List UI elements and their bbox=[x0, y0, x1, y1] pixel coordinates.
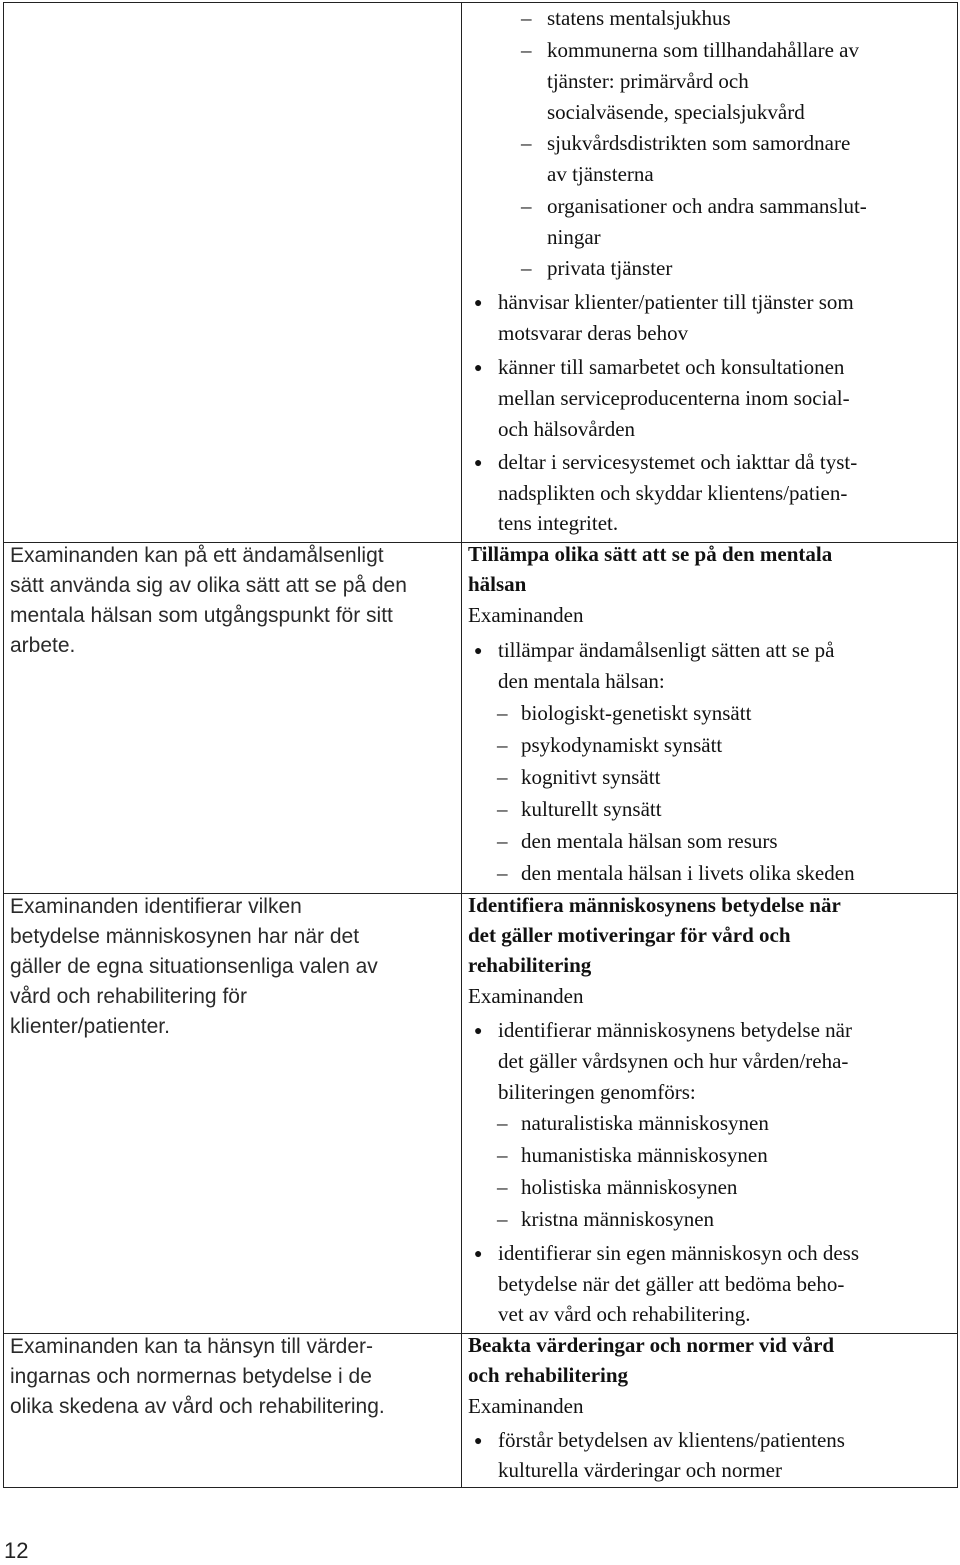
text-line: Examinanden kan på ett ändamålsenligt bbox=[10, 544, 384, 567]
list-item: holistiska människosynen bbox=[521, 1175, 738, 1199]
dash-icon: – bbox=[521, 194, 532, 218]
list-item: sjukvårdsdistrikten som samordnare bbox=[547, 131, 851, 155]
text-line: mentala hälsan som utgångspunkt för sitt bbox=[10, 604, 393, 627]
bullet-item-continued: motsvarar deras behov bbox=[498, 321, 689, 345]
bullet-item: känner till samarbetet och konsultationen bbox=[498, 355, 845, 379]
section-heading: Tillämpa olika sätt att se på den mentala bbox=[468, 542, 833, 566]
dash-icon: – bbox=[497, 1143, 508, 1167]
list-item: naturalistiska människosynen bbox=[521, 1111, 769, 1135]
section-heading: Identifiera människosynens betydelse när bbox=[468, 893, 841, 917]
dash-icon: – bbox=[521, 38, 532, 62]
list-item: den mentala hälsan som resurs bbox=[521, 829, 778, 853]
dash-icon: – bbox=[497, 797, 508, 821]
bullet-item: identifierar människosynens betydelse när bbox=[498, 1018, 852, 1042]
list-item-continued: ningar bbox=[547, 225, 601, 249]
text-line: Examinanden kan ta hänsyn till värder- bbox=[10, 1335, 374, 1358]
section-heading: rehabilitering bbox=[468, 953, 592, 977]
section-heading: Beakta värderingar och normer vid vård bbox=[468, 1333, 835, 1357]
dash-icon: – bbox=[521, 6, 532, 30]
list-item: privata tjänster bbox=[547, 256, 673, 280]
bullet-item-continued: nadsplikten och skyddar klientens/patien- bbox=[498, 481, 848, 505]
bullet-item: deltar i servicesystemet och iakttar då tyst- bbox=[498, 450, 858, 474]
bullet-item-continued: betydelse när det gäller att bedöma beho- bbox=[498, 1272, 845, 1296]
page-number: 12 bbox=[4, 1538, 29, 1563]
bullet-item: identifierar sin egen människosyn och dess bbox=[498, 1241, 859, 1265]
text-line: Examinanden identifierar vilken bbox=[10, 895, 302, 918]
section-heading: och rehabilitering bbox=[468, 1363, 629, 1387]
section-heading: hälsan bbox=[468, 572, 527, 596]
dash-icon: – bbox=[497, 765, 508, 789]
section-subject: Examinanden bbox=[468, 603, 584, 627]
dash-icon: – bbox=[497, 701, 508, 725]
bullet-icon: ● bbox=[474, 1247, 483, 1262]
dash-icon: – bbox=[497, 1111, 508, 1135]
section-subject: Examinanden bbox=[468, 1394, 584, 1418]
list-item: kognitivt synsätt bbox=[521, 765, 661, 789]
list-item: organisationer och andra sammanslut- bbox=[547, 194, 867, 218]
list-item: biologiskt-genetiskt synsätt bbox=[521, 701, 752, 725]
list-item: psykodynamiskt synsätt bbox=[521, 733, 723, 757]
bullet-item-continued: biliteringen genomförs: bbox=[498, 1080, 696, 1104]
bullet-item-continued: den mentala hälsan: bbox=[498, 669, 665, 693]
bullet-item-continued: vet av vård och rehabilitering. bbox=[498, 1302, 751, 1326]
text-line: sätt använda sig av olika sätt att se på den bbox=[10, 574, 407, 597]
bullet-item: hänvisar klienter/patienter till tjänster som bbox=[498, 290, 854, 314]
bullet-item-continued: det gäller vårdsynen och hur vården/reha- bbox=[498, 1049, 849, 1073]
dash-icon: – bbox=[497, 861, 508, 885]
bullet-icon: ● bbox=[474, 456, 483, 471]
list-item: kommunerna som tillhandahållare av bbox=[547, 38, 859, 62]
dash-icon: – bbox=[497, 1207, 508, 1231]
bullet-icon: ● bbox=[474, 361, 483, 376]
text-line: vård och rehabilitering för bbox=[10, 985, 247, 1008]
bullet-icon: ● bbox=[474, 1024, 483, 1039]
dash-icon: – bbox=[497, 1175, 508, 1199]
text-line: klienter/patienter. bbox=[10, 1015, 170, 1038]
dash-icon: – bbox=[497, 733, 508, 757]
list-item: kristna människosynen bbox=[521, 1207, 715, 1231]
bullet-icon: ● bbox=[474, 644, 483, 659]
list-item: statens mentalsjukhus bbox=[547, 6, 731, 30]
bullet-item-continued: och hälsovården bbox=[498, 417, 636, 441]
dash-icon: – bbox=[497, 829, 508, 853]
text-line: olika skedena av vård och rehabilitering. bbox=[10, 1395, 385, 1418]
dash-icon: – bbox=[521, 256, 532, 280]
bullet-icon: ● bbox=[474, 1434, 483, 1449]
text-line: gäller de egna situationsenliga valen av bbox=[10, 955, 378, 978]
text-line: betydelse människosynen har när det bbox=[10, 925, 360, 948]
bullet-item: förstår betydelsen av klientens/patientens bbox=[498, 1428, 845, 1452]
list-item-continued: socialväsende, specialsjukvård bbox=[547, 100, 805, 124]
text-line: ingarnas och normernas betydelse i de bbox=[10, 1365, 372, 1388]
bullet-item: tillämpar ändamålsenligt sätten att se på bbox=[498, 638, 835, 662]
text-line: arbete. bbox=[10, 634, 76, 657]
list-item-continued: av tjänsterna bbox=[547, 162, 654, 186]
bullet-item-continued: mellan serviceproducenterna inom social- bbox=[498, 386, 850, 410]
dash-icon: – bbox=[521, 131, 532, 155]
section-subject: Examinanden bbox=[468, 984, 584, 1008]
list-item: kulturellt synsätt bbox=[521, 797, 662, 821]
list-item-continued: tjänster: primärvård och bbox=[547, 69, 749, 93]
list-item: humanistiska människosynen bbox=[521, 1143, 768, 1167]
bullet-item-continued: tens integritet. bbox=[498, 511, 619, 535]
bullet-item-continued: kulturella värderingar och normer bbox=[498, 1458, 782, 1482]
bullet-icon: ● bbox=[474, 296, 483, 311]
section-heading: det gäller motiveringar för vård och bbox=[468, 923, 791, 947]
list-item: den mentala hälsan i livets olika skeden bbox=[521, 861, 855, 885]
